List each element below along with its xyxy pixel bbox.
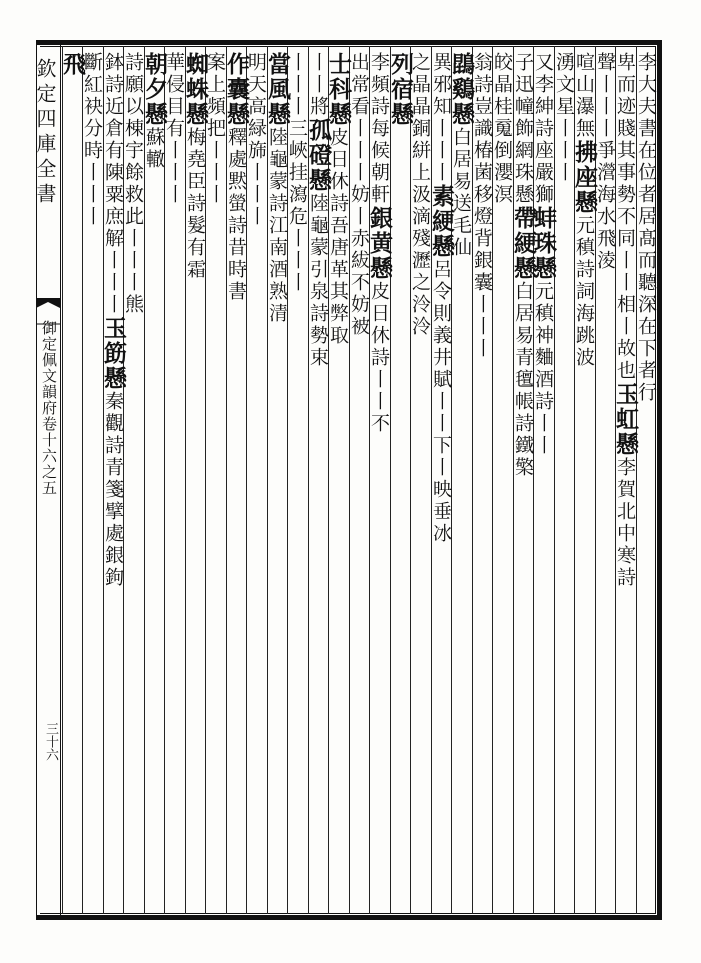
text-column xyxy=(206,52,224,910)
column-annotation: 梅堯臣詩髮有霜 xyxy=(184,127,206,281)
column-text: 丨丨丨 xyxy=(286,52,308,118)
column-annotation: 釋處黙螢詩昔時書 xyxy=(225,127,247,303)
text-column xyxy=(264,52,291,910)
text-column xyxy=(288,52,306,910)
column-text: 鉢詩近倉有陳粟庶解丨丨丨 xyxy=(102,52,124,316)
column-text: 子迅幢飾網珠懸 xyxy=(512,52,534,206)
column-annotation: 元稹詩詞海跳波 xyxy=(573,215,595,369)
column-annotation: 案上頻把丨丨丨 xyxy=(204,52,226,206)
column-annotation: 三峽挂瀉危丨丨丨 xyxy=(286,118,308,294)
headword: 玉虹懸 xyxy=(612,382,639,457)
text-column xyxy=(596,52,614,910)
column-annotation: 呂令則義井賦丨丨下丨映垂冰 xyxy=(430,259,452,545)
column-annotation: 皎晶桂䰟倒瀴溟 xyxy=(491,52,513,206)
headword: 士科懸 xyxy=(325,52,352,127)
column-annotation: 之晶晶銅絣上汲滴殘瀝之泠泠 xyxy=(409,52,431,338)
text-column xyxy=(305,52,332,910)
column-text: 聲丨丨丨 xyxy=(594,52,616,140)
column-text: 李大夫書在位者居髙而聽深在下者行 xyxy=(635,52,657,404)
column-annotation: 元稹神麯酒詩丨丨 xyxy=(532,281,554,457)
headword: 帶綆懸 xyxy=(510,206,537,281)
text-column xyxy=(141,52,168,910)
column-annotation: 移燈背銀囊丨丨丨 xyxy=(471,184,493,360)
text-column xyxy=(448,52,475,910)
page-number: 三十六 xyxy=(43,722,58,761)
headword: 作囊懸 xyxy=(223,52,250,127)
column-annotation: 秦觀詩青箋擘處銀鉤 xyxy=(102,391,124,589)
column-annotation: 蘇轍 xyxy=(143,127,165,171)
column-annotation: 明天高緑旆丨丨丨 xyxy=(245,52,267,228)
text-column xyxy=(83,52,101,910)
column-text: 喧山瀑無 xyxy=(573,52,595,140)
headword: 列宿懸 xyxy=(387,52,414,127)
headword: 素綆懸 xyxy=(428,184,455,259)
headword: 飛 xyxy=(59,52,86,77)
text-column xyxy=(571,52,598,910)
text-column xyxy=(165,52,183,910)
headword: 蜘蛛懸 xyxy=(182,52,209,127)
headword: 當風懸 xyxy=(264,52,291,127)
text-column xyxy=(510,52,537,910)
column-text: 詩願以棟宇餘救此丨丨丨 xyxy=(122,52,144,294)
headword: 鵾鷄懸 xyxy=(448,52,475,127)
text-column xyxy=(59,52,86,910)
column-text: 又李紳詩座嚴獅 xyxy=(532,52,554,206)
column-annotation: 陸龜蒙引泉詩勢束 xyxy=(307,193,329,369)
headword: 蚌珠懸 xyxy=(530,206,557,281)
column-text: 李頻詩每候朝軒 xyxy=(368,52,390,206)
column-annotation: 李賀北中寒詩 xyxy=(614,457,636,589)
text-column xyxy=(530,52,557,910)
column-annotation: 皮日休詩丨丨不 xyxy=(368,281,390,435)
headword: 孤磴懸 xyxy=(305,118,332,193)
text-column xyxy=(428,52,455,910)
text-column xyxy=(612,52,639,910)
column-annotation: 華侵目有丨丨丨 xyxy=(163,52,185,206)
text-column xyxy=(387,52,414,910)
spine-title: 欽定四庫全書 xyxy=(33,58,57,208)
text-column xyxy=(555,52,573,910)
text-column xyxy=(350,52,368,910)
column-annotation: 熊 xyxy=(122,294,144,316)
text-column xyxy=(223,52,250,910)
text-column xyxy=(366,52,393,910)
column-text: 卑而迹賤其事勢不同丨丨相丨故也 xyxy=(614,52,636,382)
column-text: 丨丨將 xyxy=(307,52,329,118)
headword: 玉筯懸 xyxy=(100,316,127,391)
column-text: 出常看丨丨丨 xyxy=(348,52,370,184)
spine-rule-right xyxy=(60,45,61,915)
headword: 拂座懸 xyxy=(571,140,598,215)
column-annotation: 皮日休詩吾唐革其弊取 xyxy=(327,127,349,347)
headword: 朝夕懸 xyxy=(141,52,168,127)
column-annotation: 湧文星丨丨丨 xyxy=(553,52,575,184)
column-annotation: 陸龜蒙詩江南酒熟清 xyxy=(266,127,288,325)
column-annotation: 爭瀯海水飛淩 xyxy=(594,140,616,272)
text-column xyxy=(473,52,491,910)
text-column xyxy=(100,52,127,910)
column-annotation: 白居易送毛仙 xyxy=(450,127,472,259)
text-column xyxy=(182,52,209,910)
text-column xyxy=(124,52,142,910)
spine-volume-label: 御定佩文韻府卷十六之五 xyxy=(40,320,58,496)
text-column xyxy=(637,52,655,910)
column-text: 異邪知丨丨丨 xyxy=(430,52,452,184)
column-annotation: 斷紅袂分時丨丨丨 xyxy=(81,52,103,228)
column-annotation: 妨丨赤紱不妨被 xyxy=(348,184,370,338)
text-column xyxy=(247,52,265,910)
headword: 銀黄懸 xyxy=(366,206,393,281)
text-column xyxy=(493,52,511,910)
column-annotation: 白居易青氊帳詩鐵檠 xyxy=(512,281,534,479)
text-column xyxy=(411,52,429,910)
column-text: 翁詩豈識椿菌 xyxy=(471,52,493,184)
